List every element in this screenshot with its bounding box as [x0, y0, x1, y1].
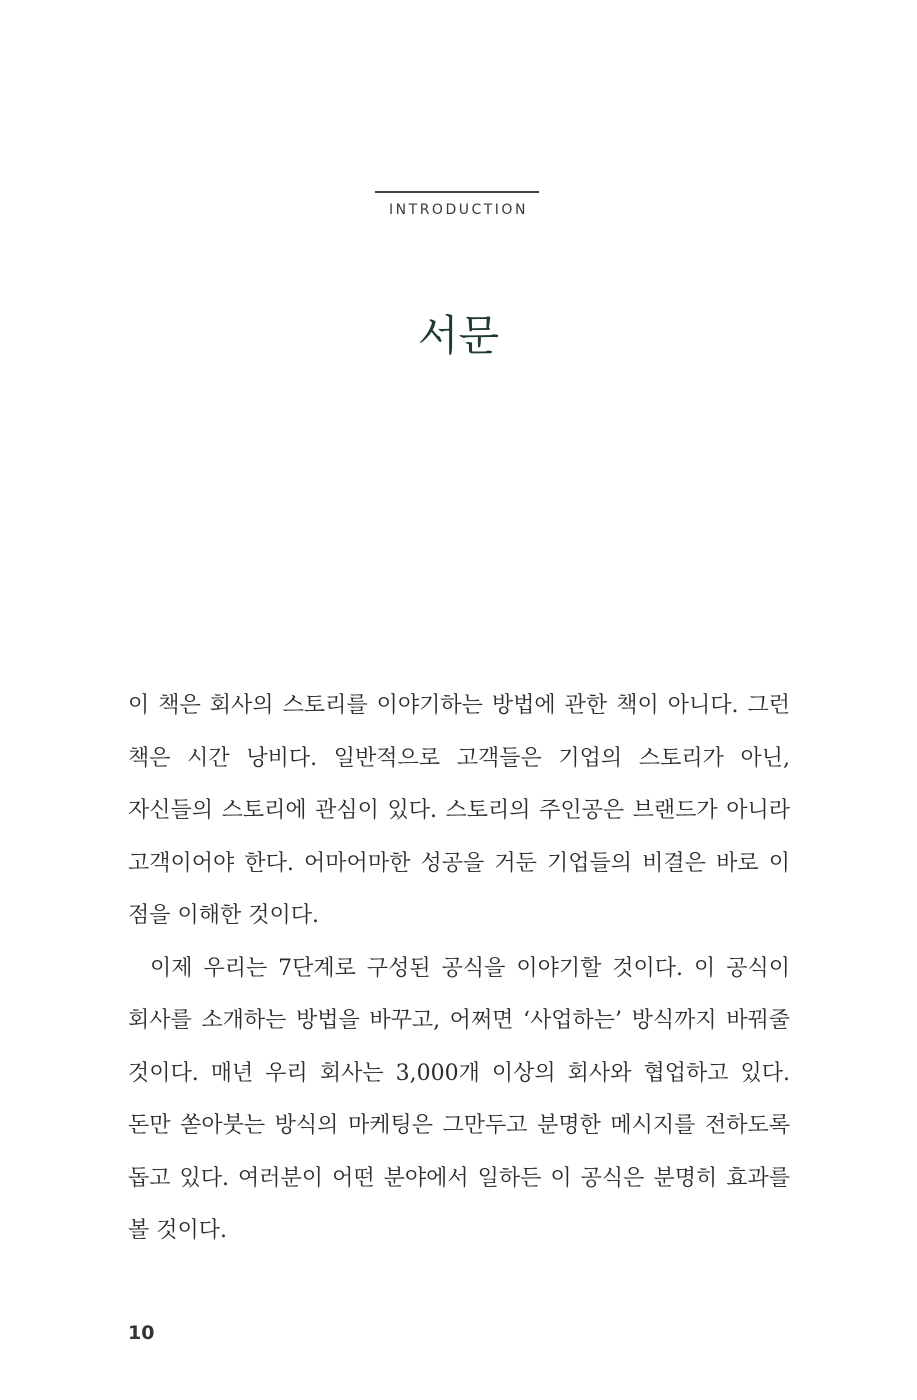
page-number: 10	[128, 1322, 155, 1344]
paragraph-2: 이제 우리는 7단계로 구성된 공식을 이야기할 것이다. 이 공식이 회사를 소개하는 방법을 바꾸고, 어쩌면 ‘사업하는’ 방식까지 바꿔줄 것이다. 매년 우리 회사는 3,000개 이상의 회사와 협업하고 있다. 돈만 쏟아붓는 방식의 마케팅은 그만두고 분명한 메시지를 전하도록 돕고 있다. 여러분이 어떤 분야에서 일하든 이 공식은 분명히 효과를 볼 것이다.	[128, 955, 790, 1243]
chapter-rule	[375, 191, 539, 193]
chapter-kicker: INTRODUCTION	[389, 202, 528, 218]
chapter-title: 서문	[417, 311, 500, 361]
body-text	[128, 680, 790, 1258]
paragraph-1: 이 책은 회사의 스토리를 이야기하는 방법에 관한 책이 아니다. 그런 책은 시간 낭비다. 일반적으로 고객들은 기업의 스토리가 아닌, 자신들의 스토리에 관심이 있다. 스토리의 주인공은 브랜드가 아니라 고객이어야 한다. 어마어마한 성공을 거둔 기업들의 비결은 바로 이 점을 이해한 것이다.	[128, 693, 790, 928]
